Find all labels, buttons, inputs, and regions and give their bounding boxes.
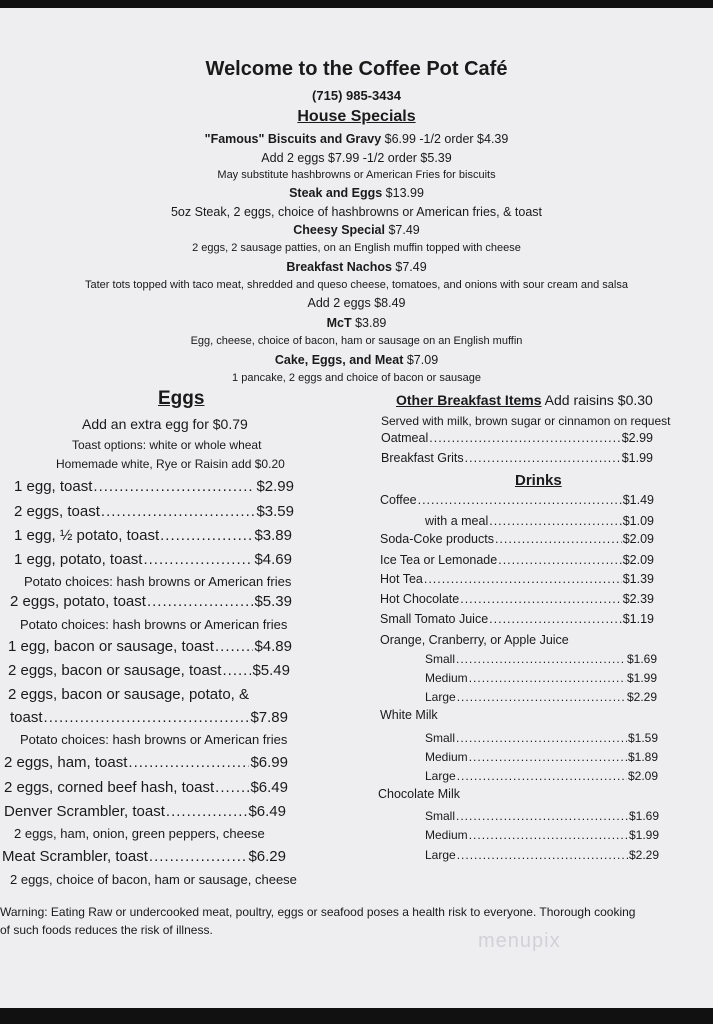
nachos-add-eggs: Add 2 eggs $8.49 xyxy=(307,296,406,310)
drink-item: Soda-Coke products ..... $2.09 xyxy=(380,532,654,546)
cheesy-line: Cheesy Special $7.49 xyxy=(293,223,420,237)
chocolate-milk-size: Medium ..... $1.99 xyxy=(425,828,659,842)
chocolate-milk-size: Large ..... $2.29 xyxy=(425,848,659,862)
egg-item: 1 egg, potato, toast ..... $4.69 xyxy=(14,551,292,568)
white-milk-size: Small ..... $1.59 xyxy=(425,731,658,745)
egg-item: 1 egg, ½ potato, toast ..... $3.89 xyxy=(14,527,292,544)
juice-size: Large ..... $2.29 xyxy=(425,690,657,704)
drink-item: Hot Chocolate ..... $2.39 xyxy=(380,592,654,606)
cheesy-desc: 2 eggs, 2 sausage patties, on an English muffin topped with cheese xyxy=(192,242,521,254)
drink-item: Hot Tea ..... $1.39 xyxy=(380,572,654,586)
other-heading-line: Other Breakfast Items Add raisins $0.30 xyxy=(396,392,653,408)
drink-item: Ice Tea or Lemonade ..... $2.09 xyxy=(380,553,654,567)
juice-heading: Orange, Cranberry, or Apple Juice xyxy=(380,633,569,647)
other-item: Oatmeal ..... $2.99 xyxy=(381,431,653,445)
biscuits-line: "Famous" Biscuits and Gravy $6.99 -1/2 order $4.39 xyxy=(204,132,509,146)
denver-desc: 2 eggs, ham, onion, green peppers, cheese xyxy=(14,826,265,841)
steak-desc: 5oz Steak, 2 eggs, choice of hashbrowns or American fries, & toast xyxy=(170,205,543,219)
other-item: Breakfast Grits ..... $1.99 xyxy=(381,451,653,465)
white-milk-size: Medium ..... $1.89 xyxy=(425,750,658,764)
egg-item: 2 eggs, toast ..... $3.59 xyxy=(14,503,294,520)
warning-line-2: of such foods reduces the risk of illness. xyxy=(0,923,213,937)
egg-item: 1 egg, bacon or sausage, toast ..... $4.89 xyxy=(8,638,292,655)
page-title: Welcome to the Coffee Pot Café xyxy=(205,58,508,80)
egg-item: toast ..... $7.89 xyxy=(10,709,288,726)
egg-item: Denver Scrambler, toast ..... $6.49 xyxy=(4,803,286,820)
drinks-heading: Drinks xyxy=(515,472,562,489)
nachos-desc: Tater tots topped with taco meat, shredded and queso cheese, tomatoes, and onions with sour cream and salsa xyxy=(85,279,628,291)
house-specials-heading: House Specials xyxy=(297,108,416,125)
other-note: Served with milk, brown sugar or cinnamon on request xyxy=(381,414,671,428)
biscuits-note: May substitute hashbrowns or American Fries for biscuits xyxy=(217,169,496,181)
menu-page xyxy=(0,8,713,1008)
chocolate-milk-size: Small ..... $1.69 xyxy=(425,809,659,823)
phone-number: (715) 985-3434 xyxy=(312,88,401,103)
white-milk-size: Large ..... $2.09 xyxy=(425,769,658,783)
nachos-line: Breakfast Nachos $7.49 xyxy=(286,260,427,274)
chocolate-milk-heading: Chocolate Milk xyxy=(378,787,460,801)
white-milk-heading: White Milk xyxy=(380,708,438,722)
potato-choices: Potato choices: hash browns or American fries xyxy=(24,574,292,589)
drink-item: Coffee ..... $1.49 xyxy=(380,493,654,507)
watermark-logo: menupix xyxy=(478,930,561,952)
eggs-heading: Eggs xyxy=(158,388,205,409)
juice-size: Small ..... $1.69 xyxy=(425,652,657,666)
homemade-note: Homemade white, Rye or Raisin add $0.20 xyxy=(56,457,285,471)
potato-choices: Potato choices: hash browns or American fries xyxy=(20,617,288,632)
meat-scrambler-desc: 2 eggs, choice of bacon, ham or sausage, cheese xyxy=(10,872,297,887)
egg-item: 1 egg, toast ..... $2.99 xyxy=(14,478,294,495)
toast-options: Toast options: white or whole wheat xyxy=(72,438,262,452)
egg-item: 2 eggs, potato, toast ..... $5.39 xyxy=(10,593,292,610)
egg-item-multiline: 2 eggs, bacon or sausage, potato, & xyxy=(8,686,250,703)
warning-line-1: Warning: Eating Raw or undercooked meat, poultry, eggs or seafood poses a health risk to everyone. Thorough cooking xyxy=(0,905,636,919)
extra-egg-note: Add an extra egg for $0.79 xyxy=(82,416,248,432)
steak-line: Steak and Eggs $13.99 xyxy=(289,186,424,200)
egg-item: 2 eggs, corned beef hash, toast ..... $6.49 xyxy=(4,779,288,796)
cake-desc: 1 pancake, 2 eggs and choice of bacon or sausage xyxy=(232,372,481,384)
juice-size: Medium ..... $1.99 xyxy=(425,671,657,685)
drink-item: with a meal ..... $1.09 xyxy=(425,514,654,528)
mct-line: McT $3.89 xyxy=(326,316,387,330)
mct-desc: Egg, cheese, choice of bacon, ham or sausage on an English muffin xyxy=(190,335,523,347)
potato-choices: Potato choices: hash browns or American fries xyxy=(20,732,288,747)
egg-item: 2 eggs, bacon or sausage, toast ..... $5.49 xyxy=(8,662,290,679)
egg-item: Meat Scrambler, toast ..... $6.29 xyxy=(2,848,286,865)
egg-item: 2 eggs, ham, toast ..... $6.99 xyxy=(4,754,288,771)
cake-line: Cake, Eggs, and Meat $7.09 xyxy=(274,353,439,367)
drink-item: Small Tomato Juice ..... $1.19 xyxy=(380,612,654,626)
biscuits-add-eggs: Add 2 eggs $7.99 -1/2 order $5.39 xyxy=(261,151,452,165)
